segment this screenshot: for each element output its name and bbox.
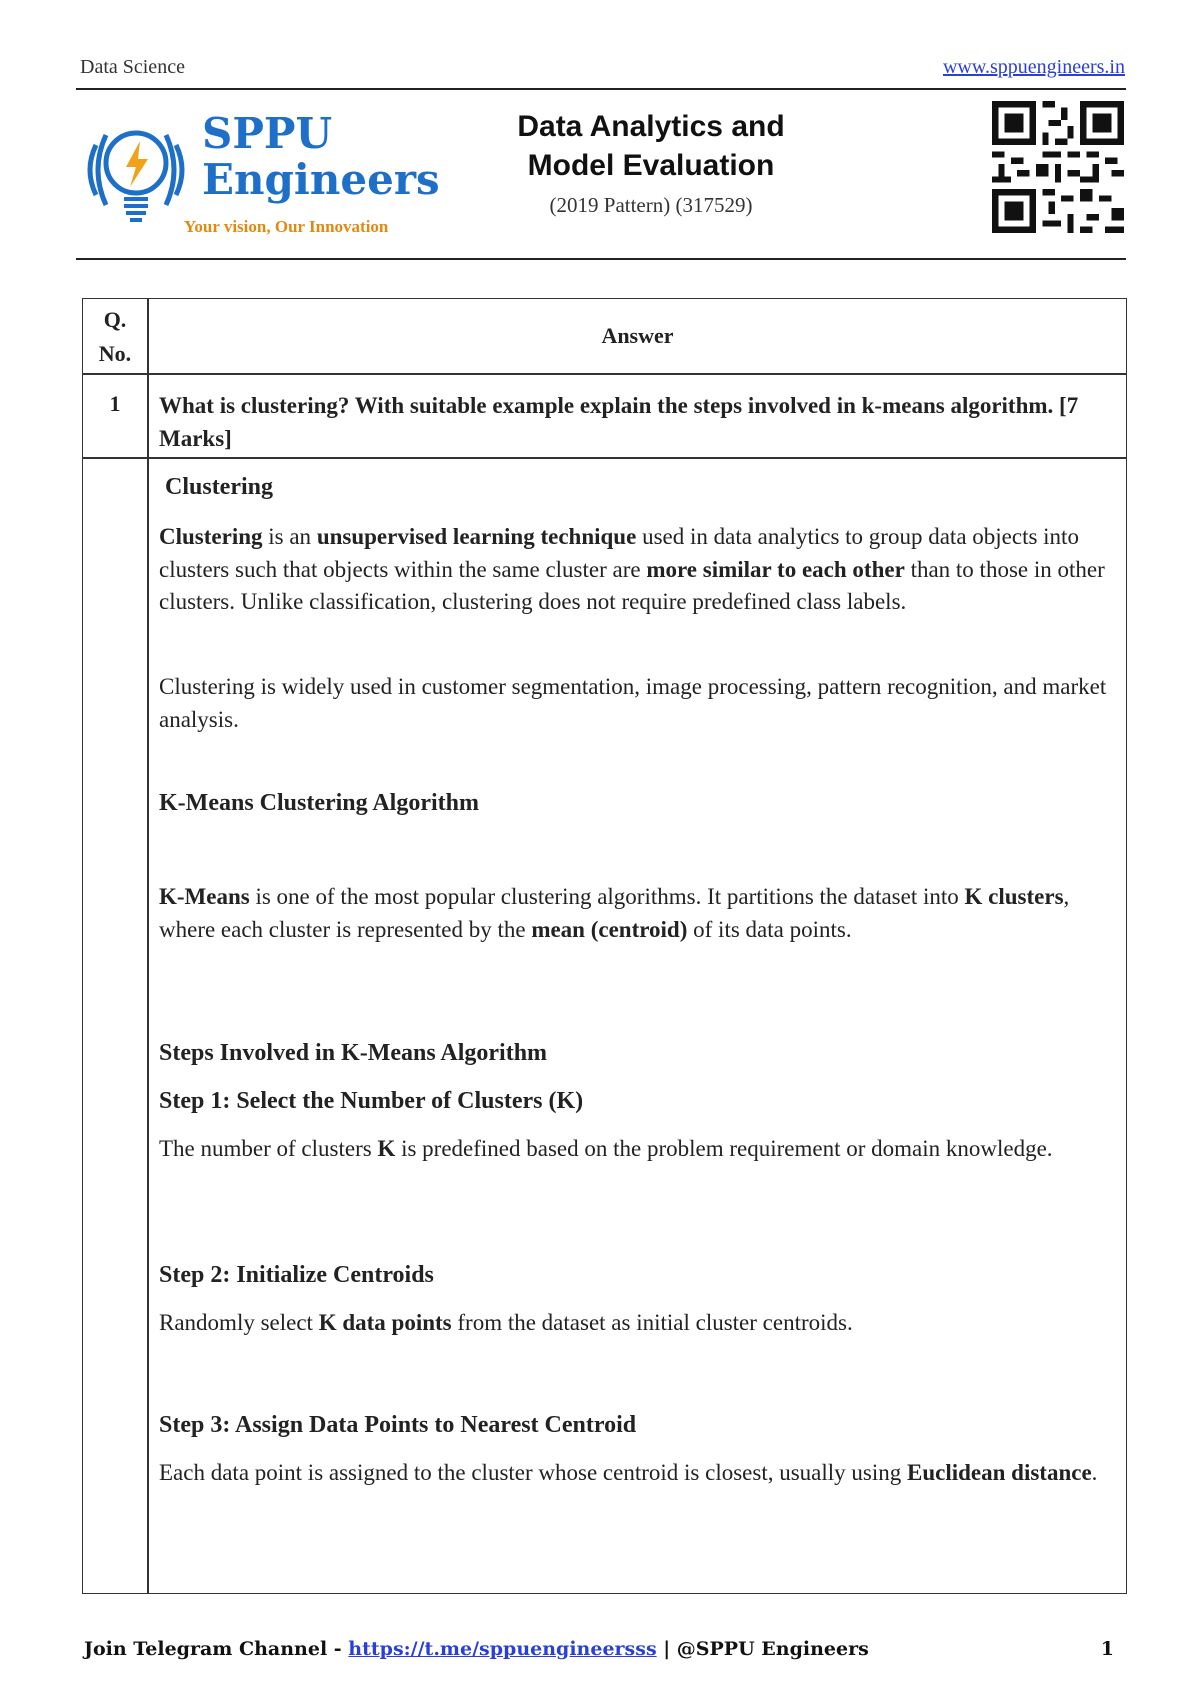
- text-run: from the dataset as initial cluster centroids.: [451, 1310, 853, 1335]
- bold-text-run: unsupervised learning technique: [316, 524, 637, 549]
- bold-text-run: K data points: [318, 1310, 452, 1335]
- text-run: is an: [262, 524, 317, 549]
- document-title: Data Analytics and Model Evaluation: [517, 110, 785, 182]
- qa-table: [82, 298, 1127, 1594]
- bold-text-run: mean (centroid): [531, 916, 688, 942]
- bulb-icon: [76, 105, 206, 235]
- text-run: is predefined based on the problem requirement or domain knowledge.: [395, 1136, 1053, 1161]
- text-run: The number of clusters: [159, 1136, 378, 1161]
- title-block: [76, 95, 1126, 255]
- text-run: of its data points.: [687, 916, 852, 942]
- row-divider: [83, 373, 1126, 375]
- logo-tagline: Your vision, Our Innovation: [184, 217, 389, 236]
- header-rule: [76, 88, 1126, 90]
- row-divider: [83, 457, 1126, 459]
- heading-clustering: Clustering: [165, 474, 273, 500]
- page-header-line: [80, 48, 1125, 90]
- website-link[interactable]: www.sppuengineers.in: [942, 56, 1125, 78]
- page-number: 1: [1100, 1638, 1114, 1660]
- heading-steps: Steps Involved in K-Means Algorithm: [159, 1040, 548, 1066]
- bold-text-run: K clusters: [964, 884, 1064, 909]
- heading-step-3: Step 3: Assign Data Points to Nearest Centroid: [159, 1412, 637, 1438]
- text-run: is one of the most popular clustering algorithms. It partitions the dataset into: [249, 884, 965, 909]
- paragraph-step-2: [159, 1307, 1116, 1340]
- text-run: Randomly select: [159, 1310, 319, 1335]
- text-run: , where each cluster is represented by the: [159, 884, 1070, 942]
- bold-text-run: more similar to each other: [646, 556, 905, 582]
- heading-step-1: Step 1: Select the Number of Clusters (K): [159, 1088, 584, 1114]
- paragraph-step-3: [159, 1457, 1116, 1490]
- qr-code-icon[interactable]: [992, 101, 1124, 233]
- header-bottom-rule: [76, 258, 1126, 260]
- paragraph-step-1: [159, 1133, 1116, 1166]
- bold-text-run: K: [377, 1136, 396, 1161]
- subject-label: Data Science: [80, 56, 185, 78]
- paragraph-kmeans-definition: [159, 881, 1116, 946]
- heading-kmeans: K-Means Clustering Algorithm: [159, 790, 479, 816]
- text-run: .: [1091, 1460, 1098, 1485]
- text-run: than to those in other clusters. Unlike classification, clustering does not require predefined class labels.: [159, 556, 1105, 614]
- telegram-link[interactable]: https://t.me/sppuengineersss: [348, 1638, 657, 1660]
- column-header-qno: Q. No.: [98, 307, 132, 366]
- question-number: 1: [109, 391, 121, 416]
- sppu-logo: [76, 105, 440, 240]
- heading-step-2: Step 2: Initialize Centroids: [159, 1262, 434, 1288]
- question-text: What is clustering? With suitable example explain the steps involved in k-means algorithm. [7 Marks]: [159, 393, 1079, 451]
- logo-wordmark: SPPU Engineers: [202, 109, 440, 204]
- pattern-code: (2019 Pattern) (317529): [549, 193, 753, 217]
- bold-text-run: K-Means: [159, 884, 250, 909]
- footer-join-text: Join Telegram Channel -: [84, 1638, 349, 1660]
- column-divider: [147, 299, 149, 1593]
- paragraph-clustering-uses: Clustering is widely used in customer segmentation, image processing, pattern recognition, and market analysis.: [159, 674, 1107, 732]
- page-footer: [84, 1638, 1114, 1660]
- footer-handle: @SPPU Engineers: [676, 1638, 869, 1660]
- column-header-answer: Answer: [601, 323, 674, 348]
- text-run: Each data point is assigned to the cluster whose centroid is closest, usually using: [159, 1460, 907, 1485]
- paragraph-clustering-definition: [159, 521, 1116, 619]
- text-run: used in data analytics to group data objects into clusters such that objects within the same cluster are: [159, 524, 1079, 582]
- footer-separator: |: [656, 1638, 677, 1660]
- bold-text-run: Clustering: [159, 524, 263, 549]
- bold-text-run: Euclidean distance: [907, 1460, 1092, 1485]
